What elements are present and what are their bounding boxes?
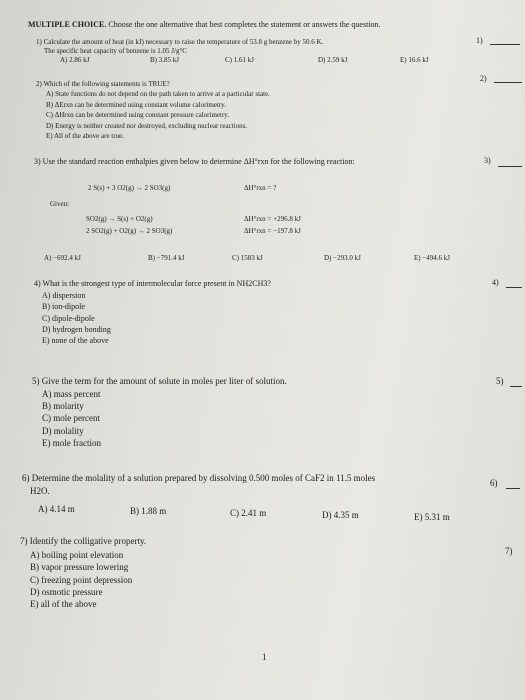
q2-option-d[interactable]: D) Energy is neither created nor destroyed, excluding nuclear reactions. [46,121,248,130]
q4-options [42,290,111,346]
q5-options [42,388,101,449]
question-4-text: 4) What is the strongest type of intermolecular force present in NH2CH3? [34,279,271,288]
q5-option-c[interactable]: C) mole percent [42,413,100,424]
answer-blank-2[interactable] [494,82,522,83]
q3-given-reaction-2: 2 SO2(g) + O2(g) → 2 SO3(g) [86,227,173,235]
q1-option-a[interactable]: A) 2.86 kJ [60,56,90,64]
q4-option-d[interactable]: D) hydrogen bonding [42,324,111,334]
q7-option-b[interactable]: B) vapor pressure lowering [30,562,129,573]
q1-option-c[interactable]: C) 1.61 kJ [225,56,254,64]
page-number: 1 [262,652,267,662]
q2-option-b[interactable]: B) ΔErxn can be determined using constant volume calorimetry. [46,100,226,109]
question-2-text: 2) Which of the following statements is TRUE? [36,80,170,88]
q5-option-b[interactable]: B) molarity [42,401,84,412]
q7-option-c[interactable]: C) freezing point depression [30,574,133,585]
q3-given-reaction-1: SO2(g) → S(s) + O2(g) [86,215,153,223]
q7-option-d[interactable]: D) osmotic pressure [30,586,103,597]
q4-option-c[interactable]: C) dipole-dipole [42,313,95,323]
question-3-number: 3) [484,156,491,165]
question-4-number: 4) [492,278,499,287]
q3-target-reaction: 2 S(s) + 3 O2(g) → 2 SO3(g) [88,184,171,192]
q5-option-d[interactable]: D) molality [42,425,84,436]
answer-blank-6[interactable] [506,488,520,489]
question-6-text: 6) Determine the molality of a solution prepared by dissolving 0.500 moles of CaF2 in 11.5 moles [22,473,376,483]
q3-option-b[interactable]: B) −791.4 kJ [148,254,185,262]
q5-option-a[interactable]: A) mass percent [42,389,101,399]
question-7-number: 7) [505,546,513,556]
answer-blank-1[interactable] [490,44,520,45]
question-1-text-2: The specific heat capacity of benzene is 1.05 J/g°C [44,47,187,55]
q3-option-c[interactable]: C) 1583 kJ [232,254,263,262]
header-instructions: Choose the one alternative that best completes the statement or answers the question. [108,20,381,29]
q3-option-a[interactable]: A) −692.4 kJ [44,254,81,262]
answer-blank-3[interactable] [498,166,522,167]
q6-option-a[interactable]: A) 4.14 m [38,504,75,514]
q1-option-b[interactable]: B) 3.85 kJ [150,56,179,64]
question-5-number: 5) [496,376,504,386]
q2-option-c[interactable]: C) ΔHrxn can be determined using constant pressure calorimetry. [46,111,230,119]
q3-option-d[interactable]: D) −293.0 kJ [324,254,361,262]
question-7-text: 7) Identify the colligative property. [20,536,147,546]
answer-blank-4[interactable] [506,287,522,288]
q7-option-a[interactable]: A) boiling point elevation [30,550,124,560]
answer-blank-5[interactable] [510,386,522,387]
q2-option-a[interactable]: A) State functions do not depend on the path taken to arrive at a particular state. [46,90,270,98]
q5-option-e[interactable]: E) mole fraction [42,437,101,448]
q7-options [30,549,132,610]
question-1-text: 1) Calculate the amount of heat (in kJ) necessary to raise the temperature of 53.8 g benzene by 50.6 K. [36,38,324,46]
q2-options [46,89,270,142]
q4-option-a[interactable]: A) dispersion [42,291,86,300]
question-1-number: 1) [476,36,483,45]
q3-option-e[interactable]: E) −494.6 kJ [414,254,451,262]
q6-option-e[interactable]: E) 5.31 m [414,512,450,522]
question-3-text: 3) Use the standard reaction enthalpies given below to determine ΔH°rxn for the following reaction: [34,157,355,166]
q6-option-d[interactable]: D) 4.35 m [322,510,359,520]
q1-option-e[interactable]: E) 16.6 kJ [400,56,429,64]
q3-target-dh: ΔH°rxn = ? [244,184,277,192]
question-2-number: 2) [480,74,487,83]
q6-option-c[interactable]: C) 2.41 m [230,508,267,518]
q3-given-dh-1: ΔH°rxn = +296.8 kJ [244,215,301,223]
question-6-text-2: H2O. [30,486,50,496]
q2-option-e[interactable]: E) All of the above are true. [46,132,124,140]
q7-option-e[interactable]: E) all of the above [30,599,97,610]
q4-option-e[interactable]: E) none of the above [42,336,109,346]
q3-given-dh-2: ΔH°rxn = −197.8 kJ [244,227,301,235]
question-5-text: 5) Give the term for the amount of solute in moles per liter of solution. [32,376,287,386]
header [28,20,381,29]
q4-option-b[interactable]: B) ion-dipole [42,302,85,312]
q6-option-b[interactable]: B) 1.88 m [130,506,167,516]
q1-option-d[interactable]: D) 2.59 kJ [318,56,348,64]
question-6-number: 6) [490,478,498,488]
header-label: MULTIPLE CHOICE. [28,20,107,29]
q3-given-label: Given: [50,200,70,208]
